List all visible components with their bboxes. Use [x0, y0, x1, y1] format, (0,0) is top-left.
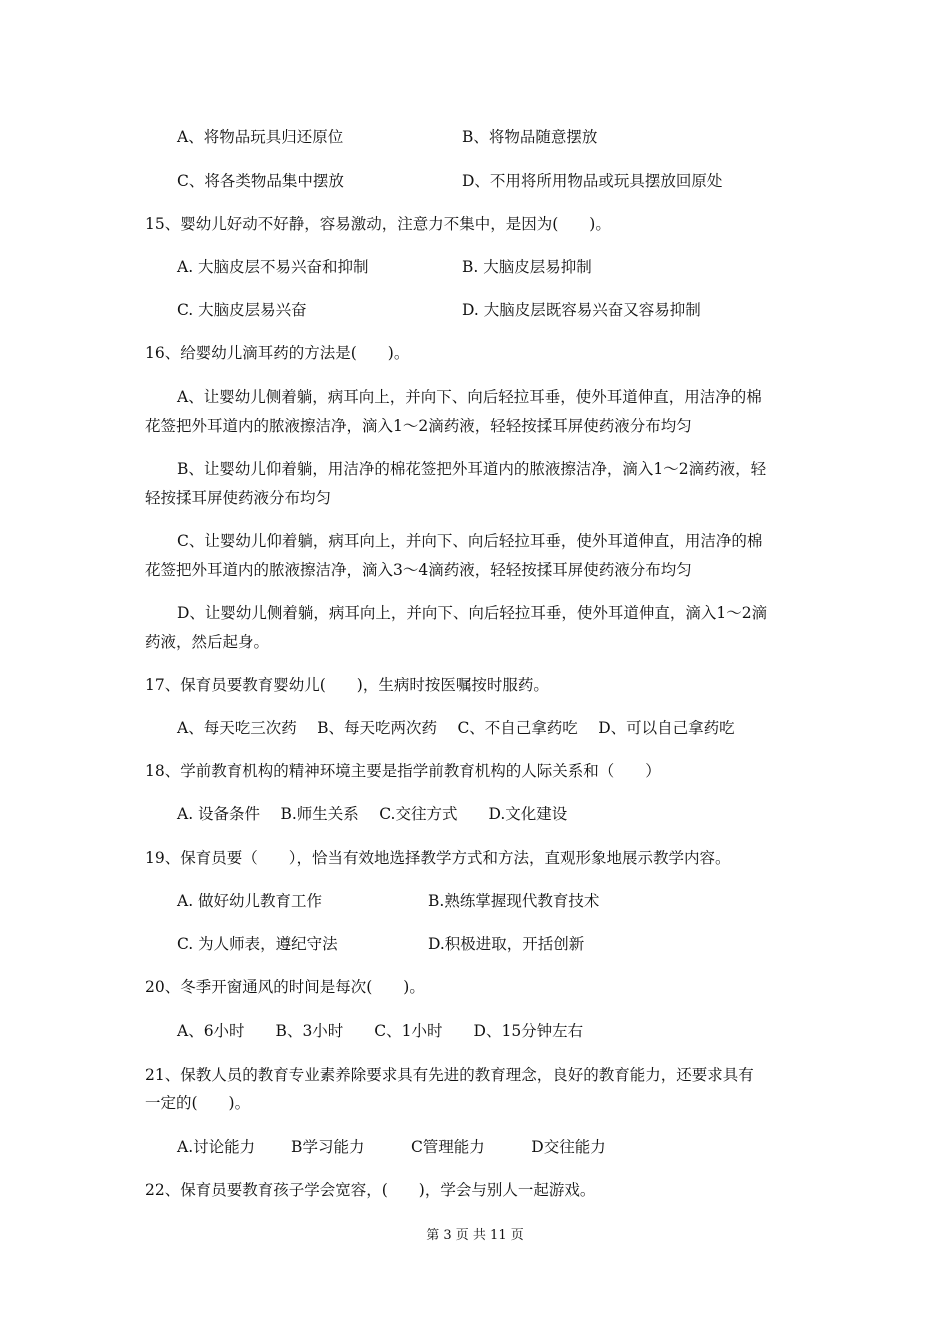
q14-option-b: B、将物品随意摆放: [462, 128, 598, 146]
q14-option-c: C、将各类物品集中摆放: [177, 172, 344, 190]
q20-stem: 20、冬季开窗通风的时间是每次( )。: [145, 978, 425, 996]
q16-option-b-line2: 轻按揉耳屏使药液分布均匀: [145, 489, 332, 507]
q16-option-b-line1: B、让婴幼儿仰着躺，用洁净的棉花签把外耳道内的脓液擦洁净，滴入1～2滴药液，轻: [177, 460, 767, 478]
q19-option-d: D.积极进取，开括创新: [428, 935, 585, 953]
q17-options: A、每天吃三次药 B、每天吃两次药 C、不自己拿药吃 D、可以自己拿药吃: [177, 719, 735, 737]
q16-option-d-line2: 药液，然后起身。: [145, 633, 270, 651]
q15-option-a: A. 大脑皮层不易兴奋和抑制: [177, 258, 369, 276]
q15-option-c: C. 大脑皮层易兴奋: [177, 301, 307, 319]
q22-stem: 22、保育员要教育孩子学会宽容，( )，学会与别人一起游戏。: [145, 1181, 596, 1199]
q20-options: A、6小时 B、3小时 C、1小时 D、15分钟左右: [177, 1022, 584, 1040]
q19-stem: 19、保育员要（ ），恰当有效地选择教学方式和方法，直观形象地展示教学内容。: [145, 849, 731, 867]
q15-option-d: D. 大脑皮层既容易兴奋又容易抑制: [462, 301, 701, 319]
q16-option-a-line1: A、让婴幼儿侧着躺，病耳向上，并向下、向后轻拉耳垂，使外耳道伸直，用洁净的棉: [177, 388, 762, 406]
q19-option-c: C. 为人师表，遵纪守法: [177, 935, 338, 953]
q14-option-d: D、不用将所用物品或玩具摆放回原处: [462, 172, 723, 190]
q16-option-c-line1: C、让婴幼儿仰着躺，病耳向上，并向下、向后轻拉耳垂，使外耳道伸直，用洁净的棉: [177, 532, 763, 550]
q18-options: A. 设备条件 B.师生关系 C.交往方式 D.文化建设: [177, 805, 568, 823]
q21-options: A.讨论能力 B学习能力 C管理能力 D交往能力: [177, 1138, 606, 1156]
q21-stem-line1: 21、保教人员的教育专业素养除要求具有先进的教育理念，良好的教育能力，还要求具有: [145, 1066, 754, 1084]
q19-option-a: A. 做好幼儿教育工作: [177, 892, 323, 910]
page-footer: 第 3 页 共 11 页: [426, 1228, 524, 1243]
q17-stem: 17、保育员要教育婴幼儿( )，生病时按医嘱按时服药。: [145, 676, 549, 694]
q16-option-a-line2: 花签把外耳道内的脓液擦洁净，滴入1～2滴药液，轻轻按揉耳屏使药液分布均匀: [145, 417, 692, 435]
q21-stem-line2: 一定的( )。: [145, 1094, 251, 1112]
q19-option-b: B.熟练掌握现代教育技术: [428, 892, 600, 910]
q15-stem: 15、婴幼儿好动不好静，容易激动，注意力不集中，是因为( )。: [145, 215, 611, 233]
q18-stem: 18、学前教育机构的精神环境主要是指学前教育机构的人际关系和（ ）: [145, 762, 661, 780]
q15-option-b: B. 大脑皮层易抑制: [462, 258, 592, 276]
q16-option-d-line1: D、让婴幼儿侧着躺，病耳向上，并向下、向后轻拉耳垂，使外耳道伸直，滴入1～2滴: [177, 604, 768, 622]
q16-stem: 16、给婴幼儿滴耳药的方法是( )。: [145, 344, 410, 362]
q16-option-c-line2: 花签把外耳道内的脓液擦洁净，滴入3～4滴药液，轻轻按揉耳屏使药液分布均匀: [145, 561, 692, 579]
q14-option-a: A、将物品玩具归还原位: [177, 128, 344, 146]
